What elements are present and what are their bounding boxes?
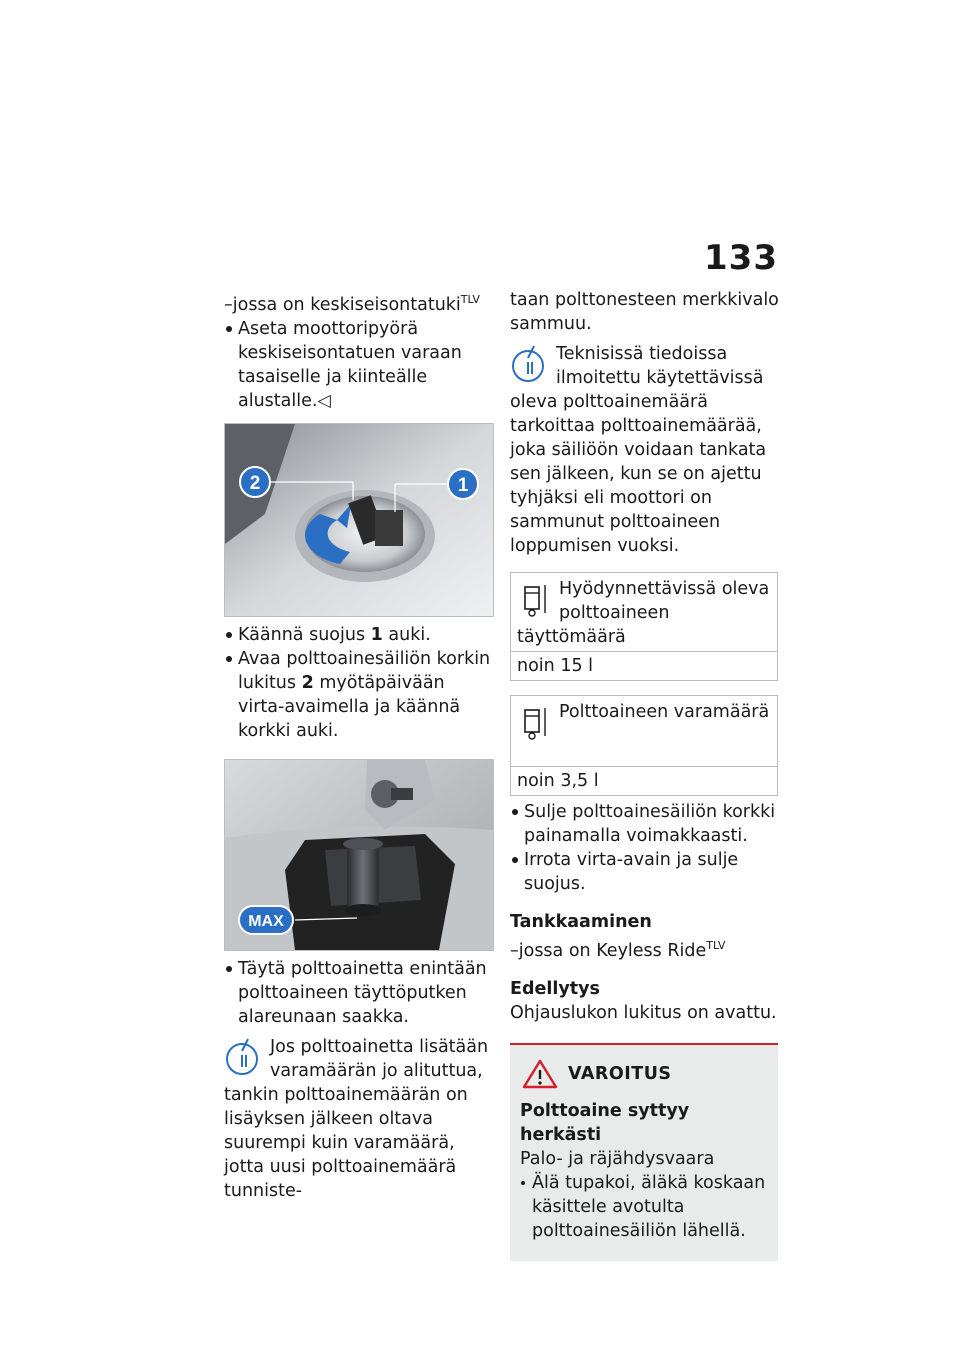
warning-box xyxy=(510,1043,778,1261)
section-heading: Tankkaaminen xyxy=(510,912,652,932)
instruction-bullet: Aseta moottoripyörä keskiseisontatuen varaan tasaiselle ja kiinteälle alustalle.◁ xyxy=(224,317,494,413)
condition-text: Ohjauslukon lukitus on avattu. xyxy=(510,1003,777,1023)
warning-triangle-icon xyxy=(522,1059,558,1089)
info-note xyxy=(224,1035,494,1203)
info-note xyxy=(510,342,780,558)
fuel-pump-icon xyxy=(521,579,551,619)
condition-line: –jossa on keskiseisontatuki$^{TLV}$ xyxy=(224,293,480,315)
instruction-bullet: Avaa polttoainesäiliön korkin lukitus 2 myötäpäivään virta-avaimella ja käännä korkki auki. xyxy=(224,647,494,743)
spec-table-reserve xyxy=(510,695,778,796)
warning-subtitle: Polttoaine syttyy herkästi xyxy=(520,1101,690,1145)
spec-value: noin 15 l xyxy=(511,652,778,681)
section-heading: Edellytys xyxy=(510,979,600,999)
left-column xyxy=(224,288,494,1203)
instruction-bullet: Irrota virta-avain ja sulje suojus. xyxy=(510,848,780,896)
model-superscript: TLV xyxy=(706,939,726,952)
right-column xyxy=(510,288,780,1261)
instruction-bullet: Käännä suojus 1 auki. xyxy=(224,623,494,647)
page-number: 133 xyxy=(704,238,778,278)
warning-line: Palo- ja räjähdysvaara xyxy=(520,1149,715,1169)
info-icon xyxy=(224,1035,264,1081)
model-superscript: TLV xyxy=(460,293,480,306)
callout-2: 2 xyxy=(249,473,261,494)
instruction-bullet: Täytä polttoainetta enintään polttoaineen täyttöputken alareunaan saakka. xyxy=(224,957,494,1029)
spec-label: Hyödynnettävissä oleva polttoaineen täyttömäärä xyxy=(517,579,770,647)
info-icon xyxy=(510,342,550,388)
callout-1: 1 xyxy=(457,475,469,496)
fuel-cap-figure xyxy=(224,423,494,617)
max-label: MAX xyxy=(248,913,284,930)
spec-label: Polttoaineen varamäärä xyxy=(559,702,770,722)
condition-line: –jossa on Keyless Ride$^{TLV}$ xyxy=(510,939,726,961)
fuel-pump-icon xyxy=(521,702,551,742)
warning-title: VAROITUS xyxy=(568,1064,672,1084)
filler-neck-figure xyxy=(224,759,494,951)
note-text: Jos polttoainetta lisätään varamäärän jo alituttua, tankin polttoainemäärän on lisäyksen jälkeen oltava suurempi kuin varamäärä, jotta uusi polttoainemäärä tunniste- xyxy=(224,1037,489,1201)
spec-table-capacity xyxy=(510,572,778,681)
instruction-bullet: Sulje polttoainesäiliön korkki painamalla voimakkaasti. xyxy=(510,800,780,848)
note-text: Teknisissä tiedoissa ilmoitettu käytettävissä oleva polttoainemäärä tarkoittaa polttoainemäärää, joka säiliöön voidaan tankata sen jälkeen, kun se on ajettu tyhjäksi eli moottori on sammunut polttoaineen loppumisen vuoksi. xyxy=(510,344,767,556)
continued-text: taan polttonesteen merkkivalo sammuu. xyxy=(510,290,779,334)
spec-value: noin 3,5 l xyxy=(511,767,778,796)
warning-bullet: Älä tupakoi, äläkä koskaan käsittele avotulta polttoainesäiliön lähellä. xyxy=(520,1171,768,1243)
